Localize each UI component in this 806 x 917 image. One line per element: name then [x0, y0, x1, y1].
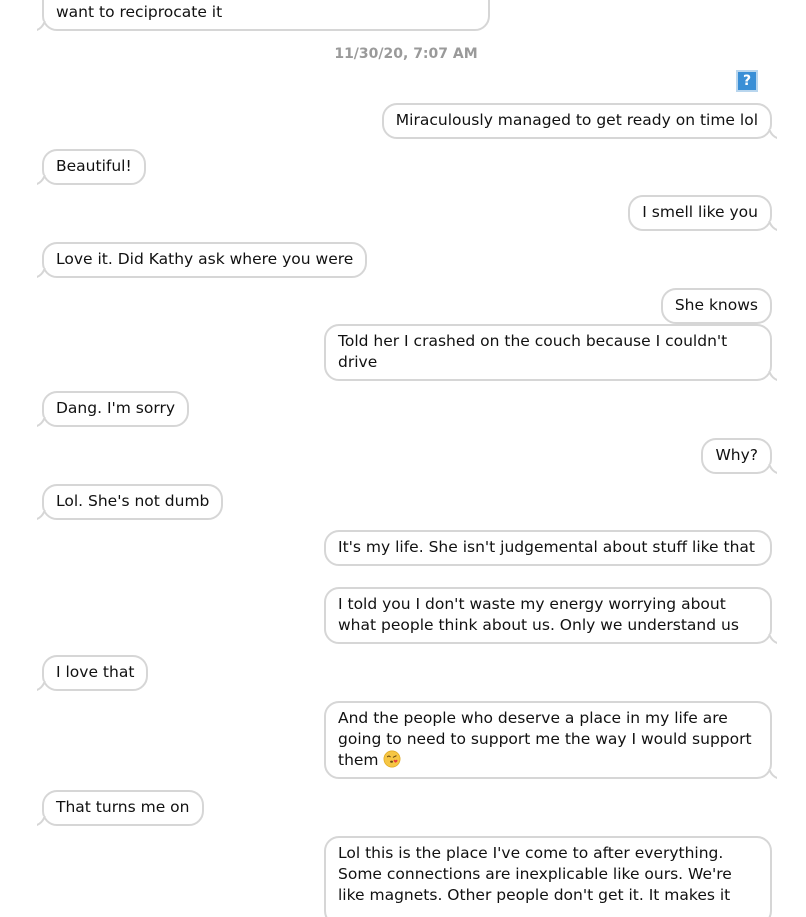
- message-text: Told her I crashed on the couch because I couldn't drive: [338, 332, 728, 371]
- bubble-tail: [767, 129, 777, 139]
- bubble-tail: [767, 221, 777, 231]
- bubble-tail: [37, 417, 47, 427]
- bubble-tail: [37, 681, 47, 691]
- message-text: Love it. Did Kathy ask where you were: [56, 250, 354, 268]
- message-bubble-outgoing: [628, 195, 772, 231]
- message-bubble-outgoing: [324, 836, 772, 917]
- message-timestamp: 11/30/20, 7:07 AM: [334, 46, 478, 62]
- message-bubble-incoming: [42, 790, 204, 826]
- bubble-tail: [37, 816, 47, 826]
- message-text: Lol this is the place I've come to after everything. Some connections are inexplicable like ours. We're like magnets. Other people don't get it. It makes it: [338, 844, 732, 904]
- message-bubble-outgoing: [661, 288, 772, 324]
- message-bubble-outgoing: [382, 103, 772, 139]
- message-text: It's my life. She isn't judgemental about stuff like that: [338, 538, 755, 556]
- message-bubble-incoming: [42, 391, 189, 427]
- message-bubble-outgoing: [324, 701, 772, 779]
- message-text: That turns me on: [56, 798, 190, 816]
- kissing-face-emoji: [383, 750, 401, 768]
- message-bubble-outgoing: [324, 324, 772, 381]
- message-text: want to reciprocate it: [56, 3, 223, 21]
- message-text: Lol. She's not dumb: [56, 492, 210, 510]
- message-bubble-incoming: [42, 484, 223, 520]
- message-text: Beautiful!: [56, 157, 132, 175]
- message-text: Dang. I'm sorry: [56, 399, 176, 417]
- bubble-tail: [37, 175, 47, 185]
- message-bubble-incoming: [42, 655, 148, 691]
- message-text: I love that: [56, 663, 135, 681]
- message-bubble-outgoing: [324, 530, 772, 566]
- bubble-tail: [37, 510, 47, 520]
- message-text: Miraculously managed to get ready on time lol: [395, 111, 758, 129]
- message-text: I smell like you: [642, 203, 758, 221]
- message-text: She knows: [674, 296, 758, 314]
- message-text: I told you I don't waste my energy worrying about what people think about us. Only we understand us: [338, 595, 739, 634]
- bubble-tail: [37, 21, 47, 31]
- bubble-tail: [767, 371, 777, 381]
- bubble-tail: [767, 464, 777, 474]
- message-bubble-incoming: [42, 0, 490, 31]
- bubble-tail: [767, 634, 777, 644]
- bubble-tail: [767, 769, 777, 779]
- message-bubble-outgoing: [701, 438, 772, 474]
- missing-image-icon[interactable]: ?: [736, 70, 758, 92]
- bubble-tail: [37, 268, 47, 278]
- message-bubble-incoming: [42, 149, 146, 185]
- message-bubble-outgoing: [324, 587, 772, 644]
- message-text: Why?: [715, 446, 758, 464]
- message-text: And the people who deserve a place in my life are going to need to support me the way I would support them: [338, 709, 752, 769]
- message-bubble-incoming: [42, 242, 367, 278]
